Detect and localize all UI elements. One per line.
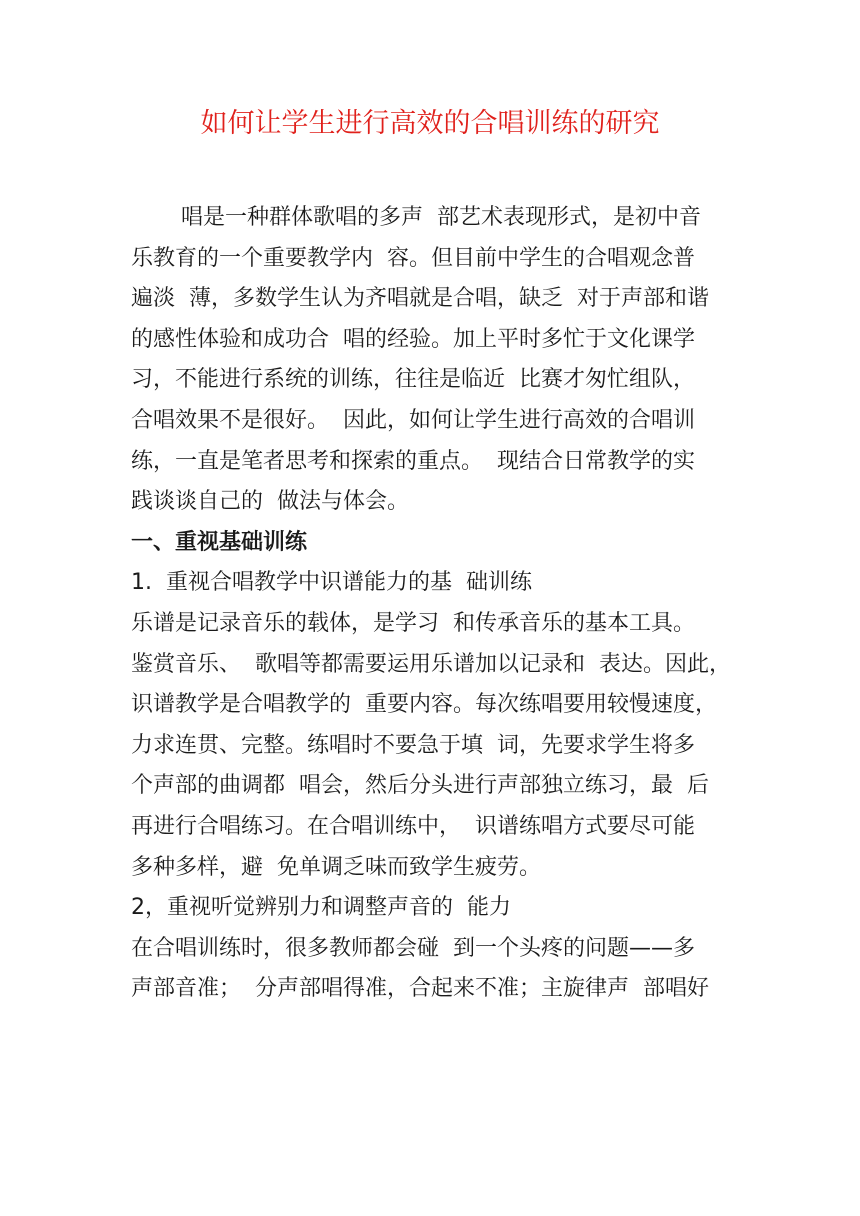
paragraph-line: 乐教育的一个重要教学内 容。但目前中学生的合唱观念普 (131, 245, 695, 271)
paragraph-line: 练，一直是笔者思考和探索的重点。 现结合日常教学的实 (131, 448, 695, 474)
paragraph-line: 习，不能进行系统的训练，往往是临近 比赛才匆忙组队， (131, 367, 695, 393)
document-title: 如何让学生进行高效的合唱训练的研究 (200, 108, 660, 139)
paragraph-line: 力求连贯、完整。练唱时不要急于填 词，先要求学生将多 (131, 732, 695, 758)
paragraph-line: 个声部的曲调都 唱会，然后分头进行声部独立练习，最 后 (131, 773, 709, 799)
paragraph-line: 多种多样，避 免单调乏味而致学生疲劳。 (131, 854, 541, 880)
paragraph-line: 声部音准； 分声部唱得准，合起来不准；主旋律声 部唱好 (131, 976, 709, 1002)
paragraph-line: 遍淡 薄，多数学生认为齐唱就是合唱，缺乏 对于声部和谐 (131, 286, 709, 312)
subsection-heading: 1. 重视合唱教学中识谱能力的基 础训练 (131, 570, 532, 596)
paragraph-line: 识谱教学是合唱教学的 重要内容。每次练唱要用较慢速度， (131, 692, 717, 718)
paragraph-line: 在合唱训练时，很多教师都会碰 到一个头疼的问题——多 (131, 935, 695, 961)
paragraph-line: 鉴赏音乐、 歌唱等都需要运用乐谱加以记录和 表达。因此， (131, 651, 731, 677)
document-body (131, 198, 741, 1010)
paragraph-line: 唱是一种群体歌唱的多声 部艺术表现形式，是初中音 (181, 205, 701, 230)
subsection-heading: 2，重视听觉辨别力和调整声音的 能力 (131, 895, 511, 921)
paragraph-line: 再进行合唱练习。在合唱训练中， 识谱练唱方式要尽可能 (131, 813, 695, 839)
paragraph-line: 合唱效果不是很好。 因此，如何让学生进行高效的合唱训 (131, 407, 695, 433)
section-heading: 一、重视基础训练 (131, 529, 308, 555)
paragraph-line: 乐谱是记录音乐的载体，是学习 和传承音乐的基本工具。 (131, 610, 695, 636)
paragraph-line: 践谈谈自己的 做法与体会。 (131, 489, 409, 515)
paragraph-line: 的感性体验和成功合 唱的经验。加上平时多忙于文化课学 (131, 326, 695, 352)
